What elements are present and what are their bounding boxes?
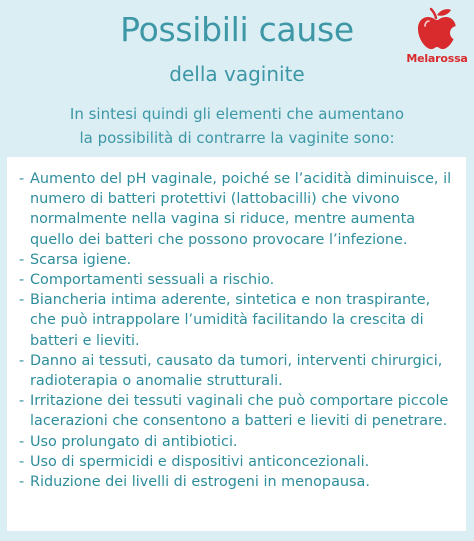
brand-logo[interactable]: [405, 6, 469, 70]
page-subtitle: della vaginite: [169, 62, 305, 86]
list-item-text: Uso prolungato di antibiotici.: [30, 433, 238, 450]
list-item-text: Irritazione dei tessuti vaginali che può comportare piccole lacerazioni che consentono a batteri e lieviti di penetrare.: [30, 393, 449, 430]
list-bullet: -: [19, 171, 25, 187]
list-item-text: Aumento del pH vaginale, poiché se l’acidità diminuisce, il numero di batteri protettivi (lattobacilli) che vivono normalmente nella vagina si riduce, mentre aumenta quello dei batteri che possono provocare l’infezione.: [30, 171, 452, 248]
brand-name: Melarossa: [406, 52, 468, 65]
intro-text: [30, 102, 444, 150]
apple-icon: [405, 6, 469, 56]
list-bullet: -: [19, 352, 25, 369]
list-bullet: -: [19, 433, 25, 450]
intro-line-2: la possibilità di contrarre la vaginite sono:: [79, 129, 395, 147]
list-item-text: Comportamenti sessuali a rischio.: [30, 272, 275, 289]
list-bullet: -: [19, 292, 25, 309]
intro-line-1: In sintesi quindi gli elementi che aumentano: [69, 105, 405, 123]
list-item-text: Uso di spermicidi e dispositivi anticoncezionali.: [30, 453, 370, 470]
list-item-text: Biancheria intima aderente, sintetica e non traspirante, che può intrappolare l’umidità facilitando la crescita di batteri e lieviti.: [30, 292, 431, 349]
list-bullet: -: [19, 251, 25, 268]
list-item: [19, 452, 456, 472]
causes-list: [19, 169, 456, 492]
list-item: [19, 391, 456, 431]
list-item: [19, 290, 456, 351]
list-item: [19, 432, 456, 452]
causes-panel: [7, 157, 466, 531]
list-bullet: -: [19, 393, 25, 410]
list-item-text: Danno ai tessuti, causato da tumori, interventi chirurgici, radioterapia o anomalie strutturali.: [30, 352, 443, 390]
list-item-text: Riduzione dei livelli di estrogeni in menopausa.: [30, 474, 370, 491]
list-item: [19, 169, 456, 250]
list-item: [19, 472, 456, 492]
list-bullet: -: [19, 474, 25, 491]
page-title: Possibili cause: [120, 10, 354, 49]
list-item: [19, 351, 456, 391]
list-bullet: -: [19, 453, 25, 470]
list-item: [19, 250, 456, 270]
list-item: [19, 270, 456, 290]
list-bullet: -: [19, 272, 25, 289]
list-item-text: Scarsa igiene.: [30, 251, 132, 268]
